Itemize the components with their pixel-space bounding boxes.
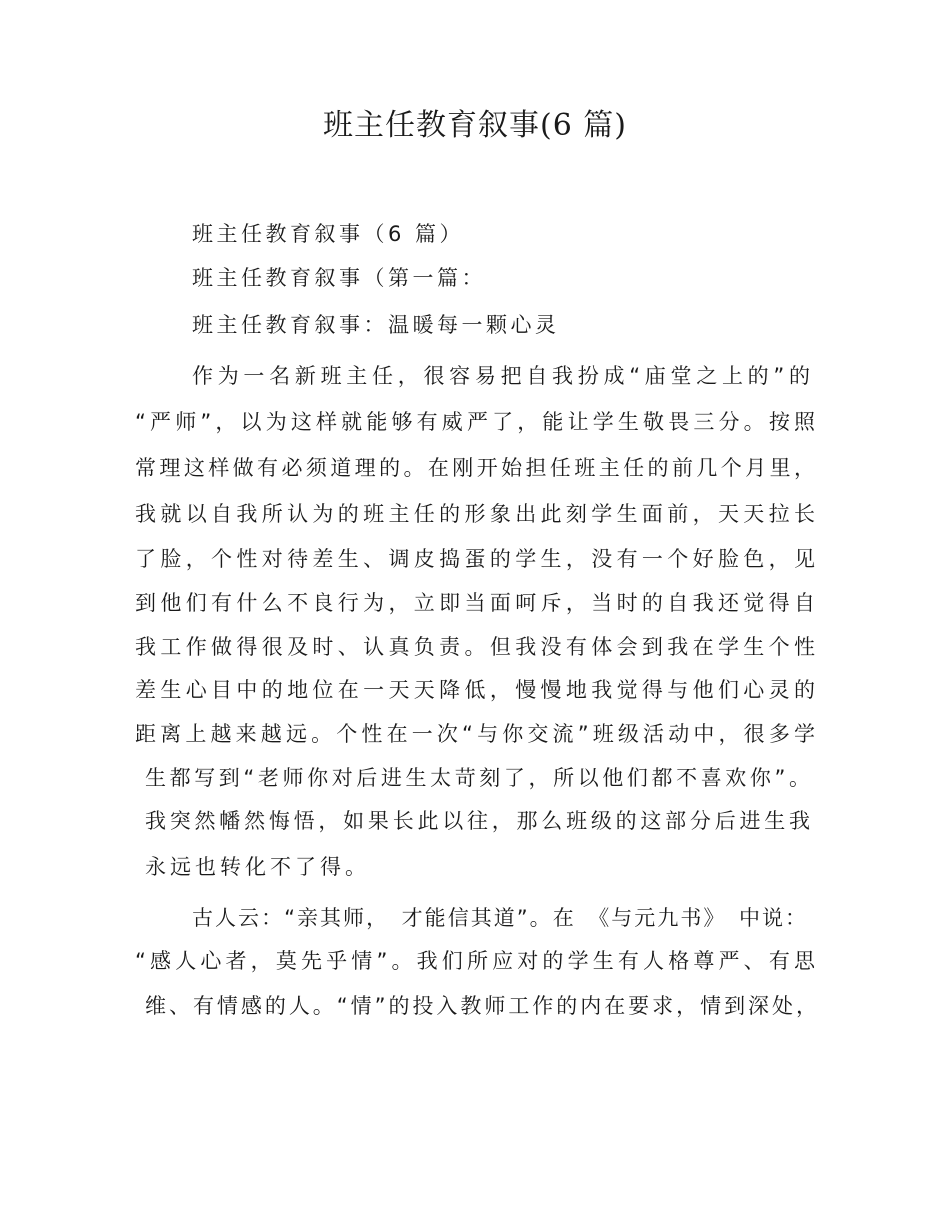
paragraph-line: 我工作做得很及时、认真负责。但我没有体会到我在学生个性	[135, 635, 815, 659]
paragraph-line: 常理这样做有必须道理的。在刚开始担任班主任的前几个月里，	[135, 456, 815, 480]
paragraph-line: 我突然幡然悔悟，如果长此以往，那么班级的这部分后进生我	[145, 809, 810, 833]
paragraph-line: 到他们有什么不良行为，立即当面呵斥，当时的自我还觉得自	[135, 591, 815, 615]
heading-line: 班主任教育叙事（第一篇：	[192, 266, 486, 290]
paragraph-line: 维、有情感的人。“情”的投入教师工作的内在要求，情到深处，	[145, 994, 817, 1018]
paragraph-line: 古人云：“亲其师， 才能信其道”。在 《与元九书》 中说：	[192, 906, 806, 930]
heading-line: 班主任教育叙事：温暖每一颗心灵	[192, 313, 560, 337]
paragraph-line: 距离上越来越远。个性在一次“与你交流”班级活动中，很多学	[135, 722, 815, 746]
paragraph-line: “严师”，以为这样就能够有威严了，能让学生敬畏三分。按照	[135, 410, 815, 434]
paragraph-line: 我就以自我所认为的班主任的形象出此刻学生面前，天天拉长	[135, 502, 815, 526]
paragraph-line: 差生心目中的地位在一天天降低，慢慢地我觉得与他们心灵的	[135, 678, 815, 702]
paragraph-line: 生都写到“老师你对后进生太苛刻了，所以他们都不喜欢你”。	[145, 766, 810, 790]
heading-line: 班主任教育叙事（6 篇）	[192, 222, 465, 246]
paragraph-line: 永远也转化不了得。	[145, 855, 370, 879]
document-title: 班主任教育叙事(6 篇)	[322, 108, 628, 143]
paragraph-line: 作为一名新班主任，很容易把自我扮成“庙堂之上的”的	[192, 364, 810, 388]
paragraph-line: 了脸，个性对待差生、调皮捣蛋的学生，没有一个好脸色，见	[135, 547, 815, 571]
paragraph-line: “感人心者，莫先乎情”。我们所应对的学生有人格尊严、有思	[135, 949, 815, 973]
